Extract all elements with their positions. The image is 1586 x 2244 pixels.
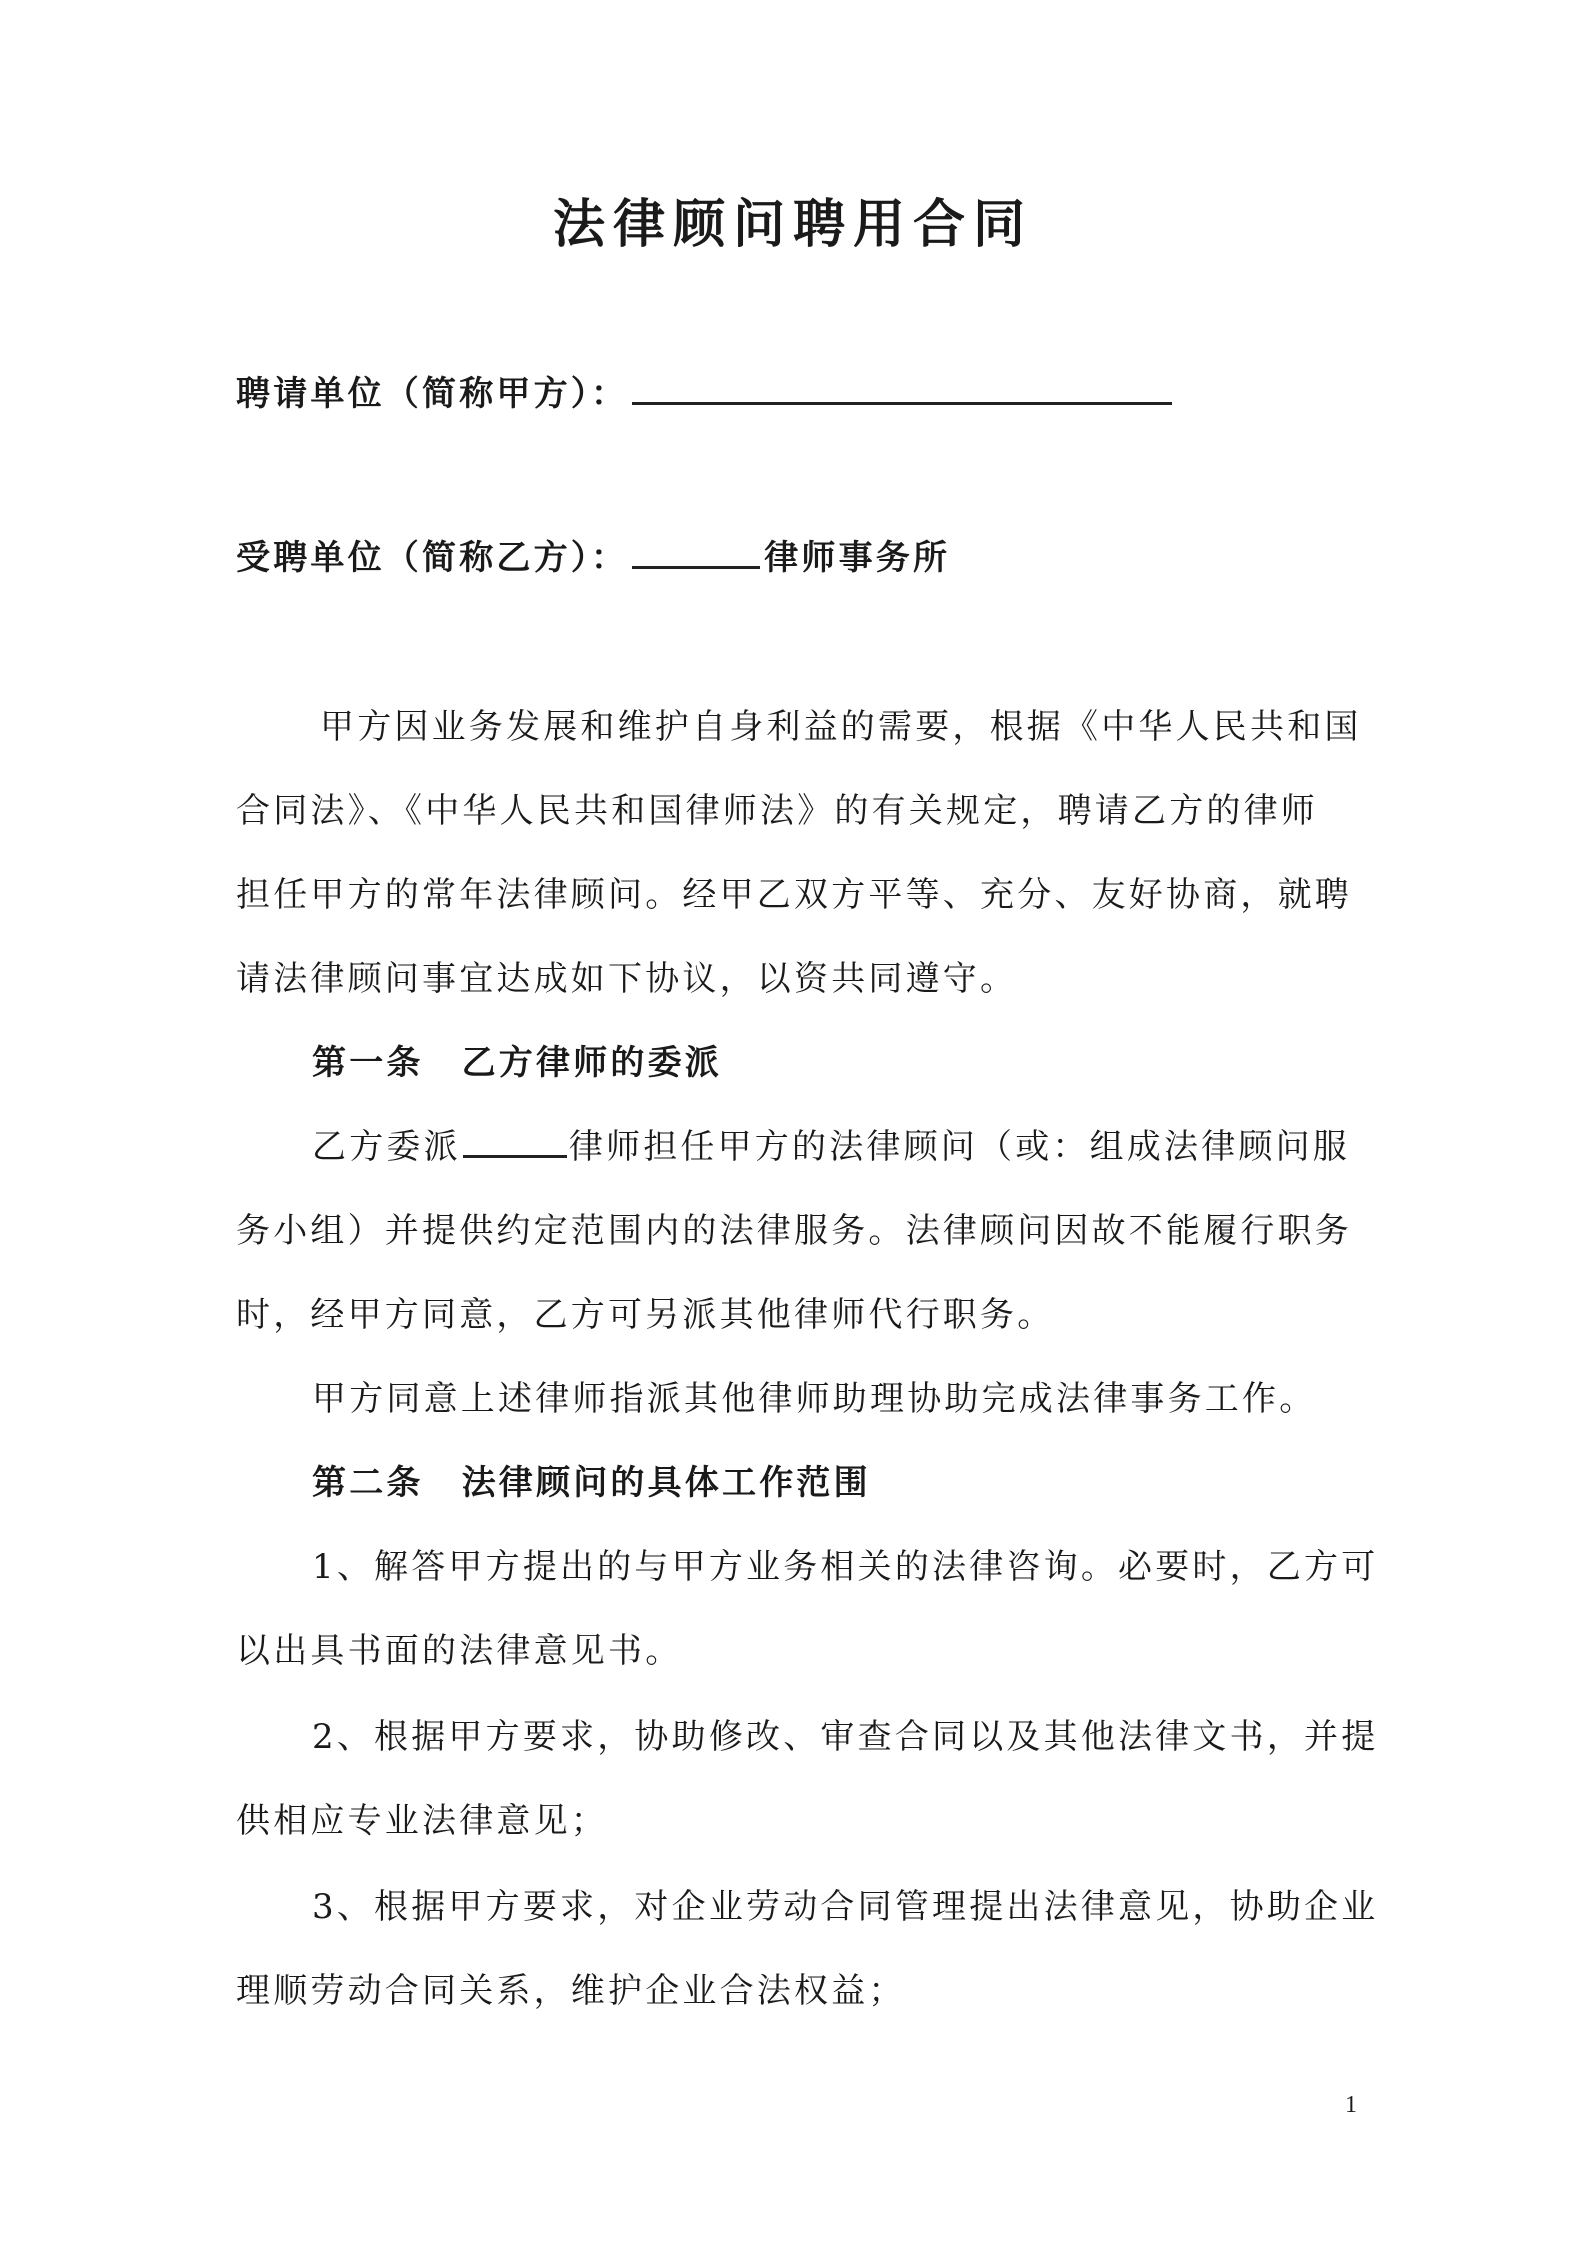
preamble-line: 担任甲方的常年法律顾问。经甲乙双方平等、充分、友好协商，就聘 [236,875,1352,915]
article1-suffix: 律师担任甲方的法律顾问（或：组成法律顾问服 [568,1127,1351,1167]
page-number: 1 [1345,2092,1357,2118]
article1-title: 乙方律师的委派 [461,1043,723,1083]
article2-item-line2: 以出具书面的法律意见书。 [236,1631,683,1671]
party-a-line [236,372,1176,416]
article1-number: 第一条 [312,1043,424,1083]
article2-heading [312,1461,871,1505]
article2-item-line1: 1、解答甲方提出的与甲方业务相关的法律咨询。必要时，乙方可 [312,1547,1379,1587]
article1-para2: 甲方同意上述律师指派其他律师助理协助完成法律事务工作。 [312,1379,1317,1419]
article2-item-line2: 供相应专业法律意见； [236,1801,608,1841]
preamble-line: 请法律顾问事宜达成如下协议，以资共同遵守。 [236,959,1018,999]
article2-title: 法律顾问的具体工作范围 [461,1463,871,1503]
article1-prefix: 乙方委派 [312,1127,461,1167]
party-b-line [236,536,950,580]
lawyer-name-blank[interactable] [463,1125,567,1158]
article2-item-line1: 2、根据甲方要求，协助修改、审查合同以及其他法律文书，并提 [312,1717,1379,1757]
party-b-suffix: 律师事务所 [764,538,951,578]
article2-item-line2: 理顺劳动合同关系，维护企业合法权益； [236,1971,906,2011]
party-b-label: 受聘单位（简称乙方）： [236,538,629,578]
party-a-blank[interactable] [632,372,1172,405]
document-title: 法律顾问聘用合同 [552,194,1033,255]
article1-para1-line1 [312,1125,1350,1169]
party-a-label: 聘请单位（简称甲方）： [236,374,629,414]
article1-para1-line: 时，经甲方同意，乙方可另派其他律师代行职务。 [236,1295,1055,1335]
party-b-blank[interactable] [632,536,760,569]
preamble-line: 甲方因业务发展和维护自身利益的需要，根据《中华人民共和国 [320,707,1362,747]
article1-heading [312,1041,722,1085]
article2-item-line1: 3、根据甲方要求，对企业劳动合同管理提出法律意见，协助企业 [312,1887,1379,1927]
article2-number: 第二条 [312,1463,424,1503]
preamble-line: 合同法》、《中华人民共和国律师法》的有关规定，聘请乙方的律师 [236,791,1318,831]
article1-para1-line: 务小组）并提供约定范围内的法律服务。法律顾问因故不能履行职务 [236,1211,1352,1251]
